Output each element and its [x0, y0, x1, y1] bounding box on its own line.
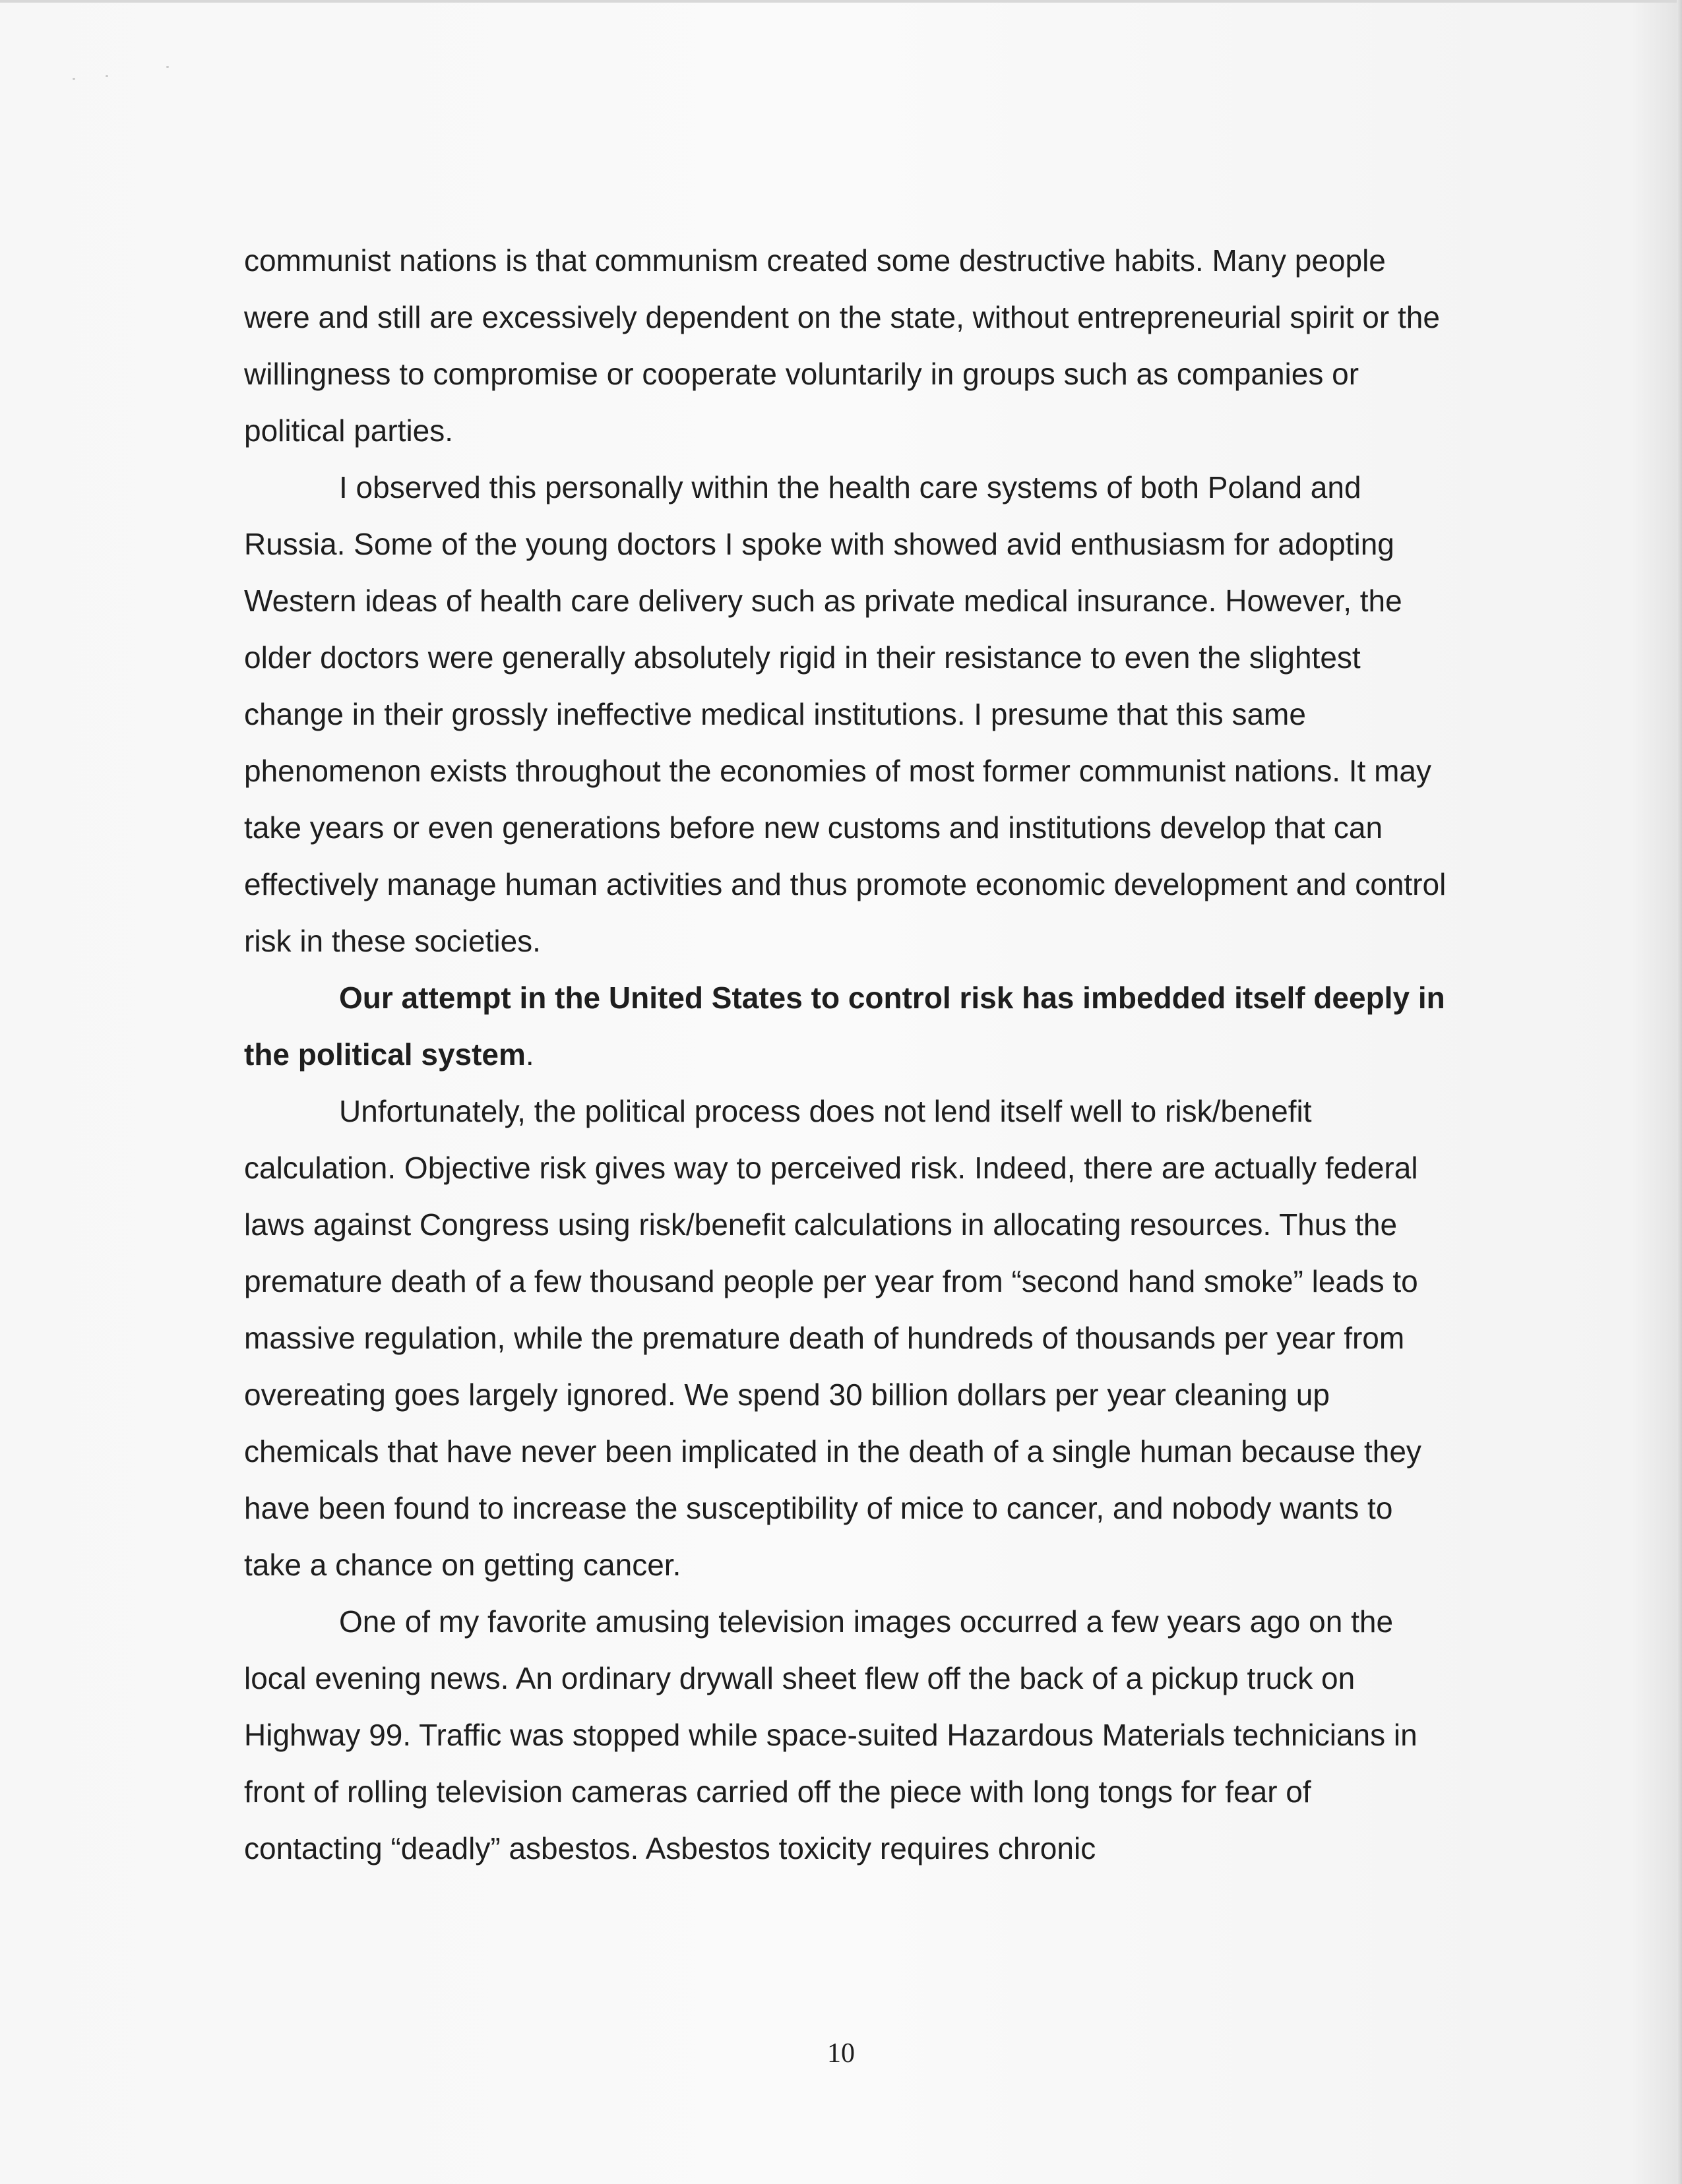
page-top-edge: [0, 0, 1682, 3]
body-text: [244, 232, 1451, 1877]
bold-heading-period: .: [525, 1037, 534, 1072]
bold-heading: Our attempt in the United States to control risk has imbedded itself deeply in the political system: [244, 981, 1445, 1072]
scan-speck: [166, 66, 169, 68]
page-number: 10: [827, 2038, 855, 2069]
scan-speck: [73, 78, 75, 80]
scan-speck: [106, 75, 108, 77]
page-right-edge: [1677, 0, 1682, 2184]
paragraph-political-process: Unfortunately, the political process does not lend itself well to risk/benefit calculation. Objective risk gives way to perceived risk. Indeed, there are actually federal laws against Congress using risk/benefit calculations in allocating resources. Thus the premature death of a few thousand people per year from “second hand smoke” leads to massive regulation, while the premature death of hundreds of thousands per year from overeating goes largely ignored. We spend 30 billion dollars per year cleaning up chemicals that have never been implicated in the death of a single human because they have been found to increase the susceptibility of mice to cancer, and nobody wants to take a chance on getting cancer.: [244, 1094, 1421, 1582]
paragraph-continuation: communist nations is that communism created some destructive habits. Many people were and still are excessively dependent on the state, without entrepreneurial spirit or the willingness to compromise or cooperate voluntarily in groups such as companies or political parties.: [244, 243, 1440, 448]
paragraph-health-care: I observed this personally within the health care systems of both Poland and Russia. Some of the young doctors I spoke with showed avid enthusiasm for adopting Western ideas of health care delivery such as private medical insurance. However, the older doctors were generally absolutely rigid in their resistance to even the slightest change in their grossly ineffective medical institutions. I presume that this same phenomenon exists throughout the economies of most former communist nations. It may take years or even generations before new customs and institutions develop that can effectively manage human activities and thus promote economic development and control risk in these societies.: [244, 470, 1447, 958]
paragraph-television-images: One of my favorite amusing television images occurred a few years ago on the local evening news. An ordinary drywall sheet flew off the back of a pickup truck on Highway 99. Traffic was stopped while space-suited Hazardous Materials technicians in front of rolling television cameras carried off the piece with long tongs for fear of contacting “deadly” asbestos. Asbestos toxicity requires chronic: [244, 1604, 1417, 1866]
bold-heading-paragraph: [244, 969, 1451, 1083]
